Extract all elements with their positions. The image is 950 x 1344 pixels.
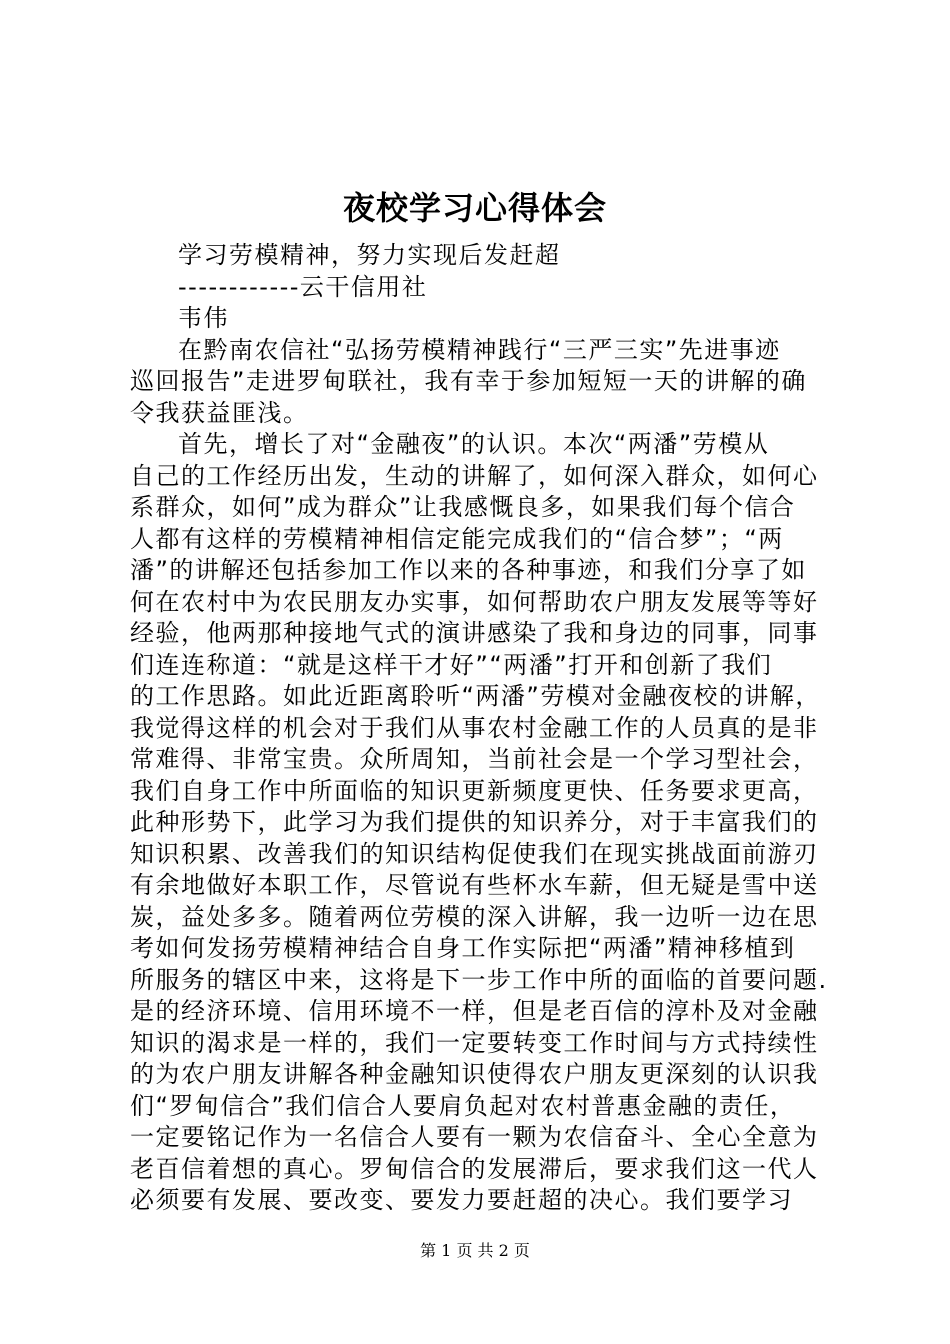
body-text-line: 的工作思路。如此近距离聆听“两潘”劳模对金融夜校的讲解， [130, 682, 821, 710]
body-text-line: 首先，增长了对“金融夜”的认识。本次“两潘”劳模从 [178, 430, 770, 458]
body-text-line: 知识积累、改善我们的知识结构促使我们在现实挑战面前游刃 [130, 839, 819, 868]
body-text-line: 的为农户朋友讲解各种金融知识使得农户朋友更深刻的认识我 [130, 1060, 819, 1088]
body-text-line: 在黔南农信社“弘扬劳模精神践行“三严三实”先进事迹 [178, 335, 781, 364]
body-text-line: 老百信着想的真心。罗甸信合的发展滞后，要求我们这一代人 [130, 1154, 819, 1183]
body-text-line: 炭，益处多多。随着两位劳模的深入讲解，我一边听一边在思 [130, 902, 819, 931]
body-text-line: 必须要有发展、要改变、要发力要赶超的决心。我们要学习 [130, 1186, 793, 1214]
body-text-line: 自己的工作经历出发，生动的讲解了，如何深入群众，如何心 [130, 461, 819, 490]
body-text-line: 是的经济环境、信用环境不一样，但是老百信的淳朴及对金融 [130, 997, 819, 1025]
body-text-line: 系群众，如何”成为群众”让我感慨良多，如果我们每个信合 [130, 493, 796, 521]
body-text-line: 我觉得这样的机会对于我们从事农村金融工作的人员真的是非 [130, 713, 819, 742]
body-text-line: 经验，他两那种接地气式的演讲感染了我和身边的同事，同事 [130, 619, 819, 647]
body-text-line: 一定要铭记作为一名信合人要有一颗为农信奋斗、全心全意为 [130, 1123, 819, 1151]
body-text-line: 巡回报告”走进罗甸联社，我有幸于参加短短一天的讲解的确 [130, 367, 807, 395]
organization-line: ------------云干信用社 [178, 272, 428, 301]
body-text-line: 何在农村中为农民朋友办实事，如何帮助农户朋友发展等等好 [130, 587, 819, 616]
document-body [130, 240, 830, 1217]
paragraph-lines [130, 335, 830, 1217]
body-text-line: 人都有这样的劳模精神相信定能完成我们的“信合梦”；“两 [130, 524, 784, 553]
body-text-line: 知识的渴求是一样的，我们一定要转变工作时间与方式持续性 [130, 1028, 819, 1057]
body-text-line: 考如何发扬劳模精神结合自身工作实际把“两潘”精神移植到 [130, 934, 796, 962]
document-title: 夜校学习心得体会 [342, 189, 607, 227]
page-footer: 第 1 页 共 2 页 [420, 1241, 530, 1260]
body-text-line: 们“罗甸信合”我们信合人要肩负起对农村普惠金融的责任， [130, 1091, 796, 1120]
body-text-line: 所服务的辖区中来，这将是下一步工作中所的面临的首要问题. [130, 965, 828, 994]
body-text-line: 令我获益匪浅。 [130, 398, 309, 427]
body-text-line: 潘”的讲解还包括参加工作以来的各种事迹，和我们分享了如 [130, 556, 807, 584]
body-text-line: 此种形势下，此学习为我们提供的知识养分，对于丰富我们的 [130, 808, 819, 836]
body-text-line: 我们自身工作中所面临的知识更新频度更快、任务要求更高， [130, 776, 819, 805]
author-line: 韦伟 [178, 304, 229, 332]
subtitle-line: 学习劳模精神，努力实现后发赶超 [178, 241, 561, 269]
body-text-line: 有余地做好本职工作，尽管说有些杯水车薪，但无疑是雪中送 [130, 871, 819, 899]
body-text-line: 常难得、非常宝贵。众所周知，当前社会是一个学习型社会， [130, 745, 819, 773]
body-text-line: 们连连称道：“就是这样干才好”“两潘”打开和创新了我们 [130, 650, 773, 679]
